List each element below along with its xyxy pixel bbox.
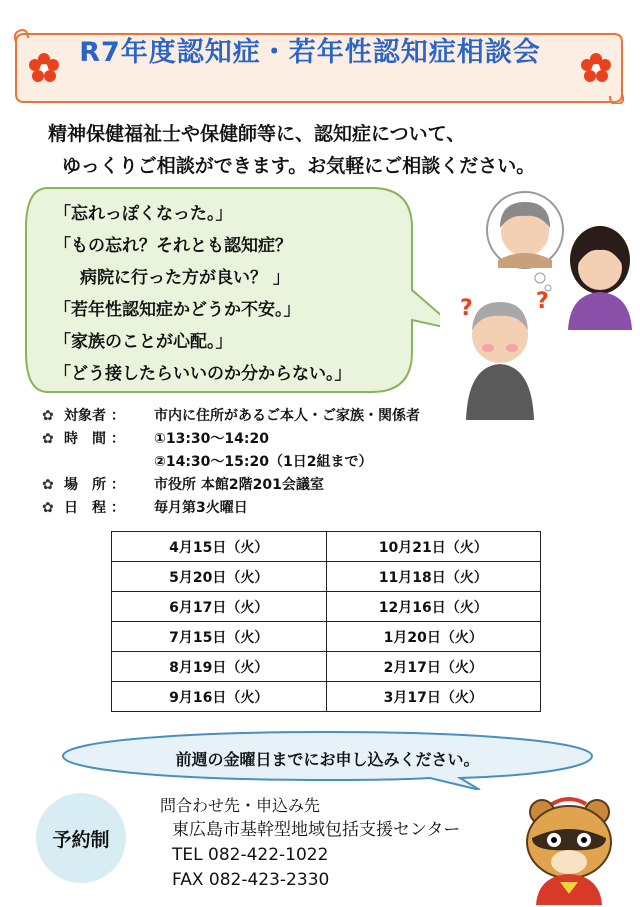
date-cell: 12月16日（火）	[326, 592, 541, 622]
table-row	[112, 682, 541, 712]
contact-tel: TEL 082-422-1022	[172, 845, 329, 865]
concern-item: 「もの忘れ？それとも認知症？	[54, 236, 292, 256]
svg-text:?: ?	[460, 296, 473, 321]
concern-item: 「若年性認知症かどうか不安。」	[54, 300, 301, 320]
intro-text	[48, 118, 535, 182]
date-cell: 8月19日（火）	[112, 652, 327, 682]
date-cell: 5月20日（火）	[112, 562, 327, 592]
concerns-list	[54, 198, 352, 390]
date-cell: 9月16日（火）	[112, 682, 327, 712]
flower-icon: ✿	[42, 408, 54, 424]
table-row	[112, 532, 541, 562]
woman-illustration	[568, 226, 632, 330]
event-info	[42, 405, 420, 520]
flower-icon: ✿	[42, 477, 54, 493]
concern-item: 「忘れっぽくなった。」	[54, 204, 233, 224]
date-cell: 1月20日（火）	[326, 622, 541, 652]
worried-elderly-man-illustration	[440, 190, 640, 420]
tanuki-mascot-illustration	[512, 790, 627, 905]
info-time: ✿ 時 間 ： ①13:30～14:20	[42, 428, 420, 451]
date-cell: 11月18日（火）	[326, 562, 541, 592]
deadline-text: 前週の金曜日までにお申し込みください。	[175, 750, 480, 769]
svg-text:?: ?	[536, 289, 549, 314]
contact-heading: 問合わせ先・申込み先	[160, 796, 321, 815]
contact-fax: FAX 082-423-2330	[172, 870, 330, 890]
flower-icon: ✿	[42, 431, 54, 447]
concern-item: 「どう接したらいいのか分からない。」	[54, 364, 352, 384]
contact-info	[160, 793, 460, 893]
table-row	[112, 562, 541, 592]
reservation-badge: 予約制	[36, 793, 126, 883]
date-cell: 7月15日（火）	[112, 622, 327, 652]
table-row	[112, 622, 541, 652]
date-cell: 10月21日（火）	[326, 532, 541, 562]
page-title: R7年度認知症・若年性認知症相談会	[79, 37, 541, 68]
concern-item: 病院に行った方が良い？ 」	[80, 268, 290, 288]
info-schedule: ✿ 日 程 ： 毎月第3火曜日	[42, 497, 420, 520]
info-time-2: ②14:30～15:20（1日2組まで）	[154, 454, 373, 470]
table-row	[112, 592, 541, 622]
table-row	[112, 652, 541, 682]
schedule-table	[111, 531, 541, 712]
concern-item: 「家族のことが心配。」	[54, 332, 233, 352]
date-cell: 6月17日（火）	[112, 592, 327, 622]
date-cell: 4月15日（火）	[112, 532, 327, 562]
date-cell: 2月17日（火）	[326, 652, 541, 682]
intro-line-2: ゆっくりご相談ができます。お気軽にご相談ください。	[62, 155, 536, 177]
contact-org: 東広島市基幹型地域包括支援センター	[172, 820, 461, 840]
info-place: ✿ 場 所 ： 市役所 本館2階201会議室	[42, 474, 420, 497]
flower-icon: ✿	[42, 500, 54, 516]
intro-line-1: 精神保健福祉士や保健師等に、認知症について、	[48, 123, 466, 145]
date-cell: 3月17日（火）	[326, 682, 541, 712]
info-target: ✿ 対象者 ： 市内に住所があるご本人・ご家族・関係者	[42, 405, 420, 428]
